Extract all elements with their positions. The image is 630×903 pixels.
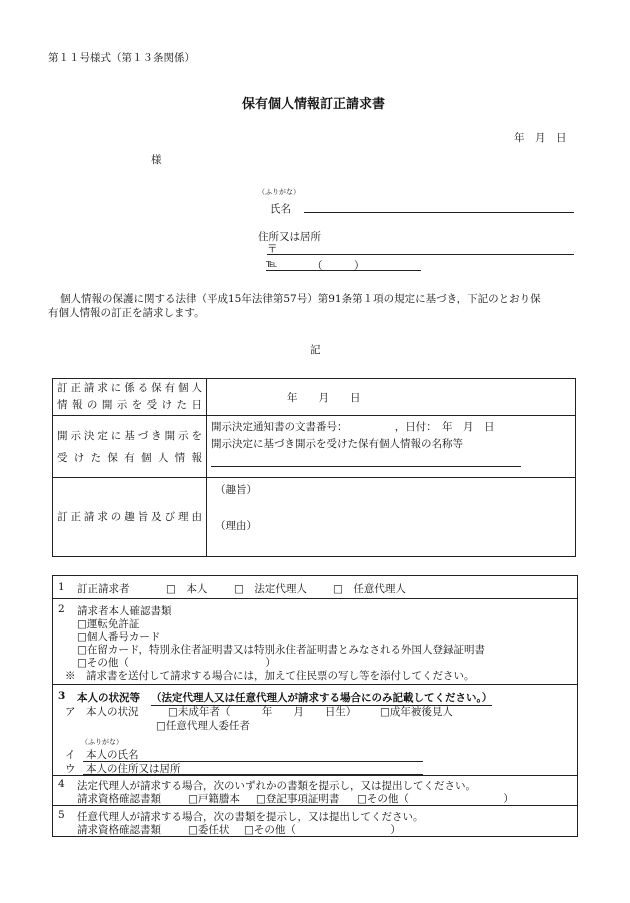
disclosed-info-name-field[interactable] xyxy=(211,466,521,467)
mail-note: ※ 請求書を送付して請求する場合には，加えて住民票の写し等を添付してください。 xyxy=(65,670,475,682)
label-line: 情報の開示を受けた日 xyxy=(57,399,202,411)
tel-label: ℡ xyxy=(266,258,278,270)
name-furigana-label: （ふりがな） xyxy=(258,188,300,196)
form-number: 第１１号様式（第１３条関係） xyxy=(48,52,195,64)
checkbox-voluntary-agent[interactable]: □ 任意代理人 xyxy=(333,583,406,595)
voluntary-agent-instruction: 任意代理人が請求する場合，次の書類を提示し，又は提出してください。 xyxy=(77,811,424,823)
correction-table xyxy=(52,378,576,557)
name-label: 氏名 xyxy=(270,203,291,215)
disclosure-date-value: 年 月 日 xyxy=(287,391,361,404)
checkbox-other-id[interactable]: □その他（ ） xyxy=(77,657,276,669)
page-title: 保有個人情報訂正請求書 xyxy=(242,97,386,112)
checkbox-power-of-attorney[interactable]: □委任状 xyxy=(188,824,230,836)
checkbox-self[interactable]: □ 本人 xyxy=(166,583,208,595)
label-line: 訂正請求の趣旨及び理由 xyxy=(57,510,202,523)
purpose-reason-cell[interactable] xyxy=(207,478,576,557)
id-documents-label: 請求者本人確認書類 xyxy=(77,605,172,617)
principal-status-note: （法定代理人又は任意代理人が請求する場合にのみ記載してください。） xyxy=(151,692,493,704)
label-line: 受けた保有個人情報 xyxy=(57,451,202,464)
checkbox-other-legal-doc[interactable]: □その他（ ） xyxy=(357,793,514,805)
table-row xyxy=(53,379,576,416)
table-row xyxy=(53,478,576,557)
checkbox-family-register[interactable]: □戸籍謄本 xyxy=(188,793,240,805)
disclosed-info-name-label: 開示決定に基づき開示を受けた保有個人情報の名称等 xyxy=(211,438,463,450)
checkbox-adult-ward[interactable]: □成年被後見人 xyxy=(380,706,453,718)
principal-furigana-label: （ふりがな） xyxy=(81,738,123,746)
principal-name-label: イ 本人の氏名 xyxy=(65,749,139,761)
ki-label: 記 xyxy=(310,344,321,356)
legal-agent-docs-label: 請求資格確認書類 xyxy=(77,793,161,805)
checkbox-other-voluntary-doc[interactable]: □その他（ ） xyxy=(244,824,401,836)
checkbox-minor[interactable]: □未成年者（ 年 月 日生） xyxy=(168,706,357,718)
reason-label: （理由） xyxy=(215,520,257,532)
request-date: 年 月 日 xyxy=(514,132,567,144)
address-label: 住所又は居所 xyxy=(258,231,321,243)
addressee-suffix: 様 xyxy=(151,154,162,166)
principal-status-a-label: ア 本人の状況 xyxy=(65,706,139,718)
section-id-documents xyxy=(53,599,577,685)
checkbox-residence-card[interactable]: □在留カード，特別永住者証明書又は特別永住者証明書とみなされる外国人登録証明書 xyxy=(77,644,485,656)
supplementary-table xyxy=(52,575,578,837)
body-line-2: 有個人情報の訂正を請求します。 xyxy=(48,307,205,319)
purpose-reason-label xyxy=(53,478,207,557)
checkbox-my-number-card[interactable]: □個人番号カード xyxy=(77,631,161,643)
disclosure-date-label xyxy=(53,379,207,416)
tel-paren: （ ） xyxy=(312,260,365,272)
body-line-1: 個人情報の保護に関する法律（平成15年法律第57号）第91条第１項の規定に基づき，下記のとおり保 xyxy=(60,293,541,305)
checkbox-legal-agent[interactable]: □ 法定代理人 xyxy=(234,583,307,595)
checkbox-drivers-license[interactable]: □運転免許証 xyxy=(77,618,140,630)
disclosed-info-cell[interactable] xyxy=(207,416,576,478)
section-principal-status xyxy=(53,685,577,776)
requester-type-label: 訂正請求者 xyxy=(77,583,130,595)
section-number: 5 xyxy=(58,809,65,821)
principal-address-field[interactable] xyxy=(83,774,423,775)
checkbox-registry-certificate[interactable]: □登記事項証明書 xyxy=(256,793,340,805)
section-voluntary-agent-docs xyxy=(53,806,577,836)
table-row xyxy=(53,416,576,478)
disclosure-date-cell[interactable] xyxy=(207,379,576,416)
notice-number-line: 開示決定通知書の文書番号： ，日付： 年 月 日 xyxy=(211,421,495,433)
section-number: 2 xyxy=(58,603,65,615)
voluntary-agent-docs-label: 請求資格確認書類 xyxy=(77,824,161,836)
address-field[interactable] xyxy=(267,254,574,255)
principal-address-label: ウ 本人の住所又は居所 xyxy=(65,763,181,775)
checkbox-mandator[interactable]: □任意代理人委任者 xyxy=(156,720,250,732)
label-line: 開示決定に基づき開示を xyxy=(57,429,202,442)
legal-agent-instruction: 法定代理人が請求する場合，次のいずれかの書類を提示し，又は提出してください。 xyxy=(77,780,476,792)
tel-field[interactable] xyxy=(266,270,421,271)
section-legal-agent-docs xyxy=(53,776,577,806)
disclosed-info-label xyxy=(53,416,207,478)
section-number: 1 xyxy=(58,581,65,593)
label-line: 訂正請求に係る保有個人 xyxy=(57,382,202,394)
section-number: 4 xyxy=(58,778,65,790)
section-number: 3 xyxy=(58,690,66,702)
postal-mark: 〒 xyxy=(267,243,278,255)
purpose-label: （趣旨） xyxy=(215,484,257,496)
name-field[interactable] xyxy=(304,212,574,213)
section-requester-type xyxy=(53,576,577,599)
principal-status-label: 本人の状況等 xyxy=(77,692,140,704)
